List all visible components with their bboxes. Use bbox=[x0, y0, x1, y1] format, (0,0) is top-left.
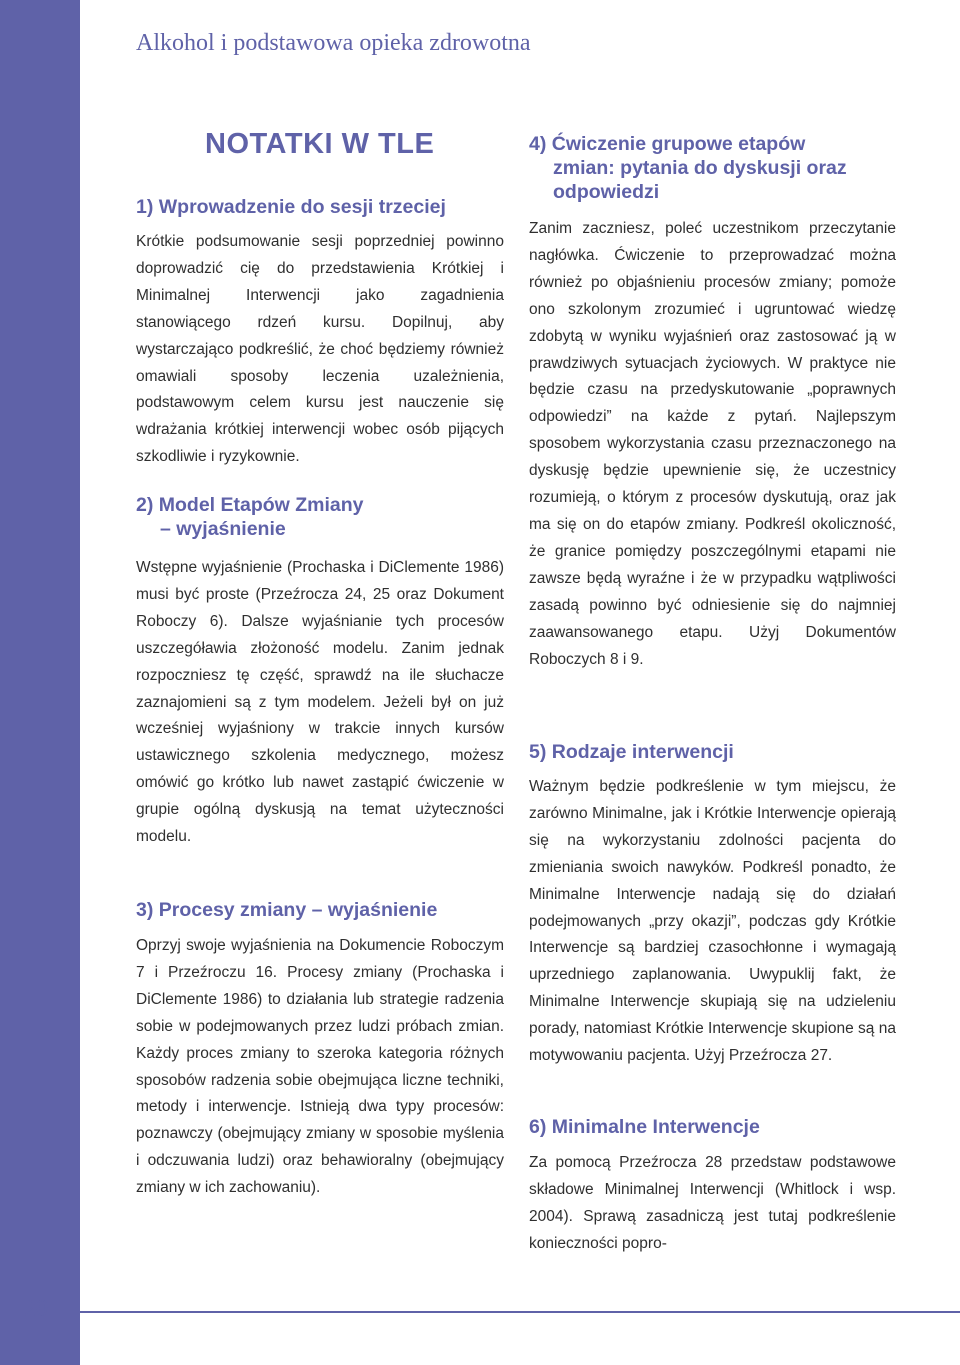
section-4-title-line3: odpowiedzi bbox=[553, 181, 660, 203]
page-heading: NOTATKI W TLE bbox=[205, 128, 435, 160]
left-color-band bbox=[0, 0, 80, 1365]
section-2-title-line1: 2) Model Etapów Zmiany bbox=[136, 494, 364, 516]
section-2-title bbox=[136, 493, 504, 541]
running-header-title: Alkohol i podstawowa opieka zdrowotna bbox=[136, 30, 531, 56]
section-4-title bbox=[529, 132, 896, 204]
page-number: 20 bbox=[24, 1296, 48, 1322]
section-3-text: Oprzyj swoje wyjaśnienia na Dokumencie Roboczym 7 i Przeźroczu 16. Procesy zmiany (Prochaska i DiClemente 1986) to działania lub strategie radzenia sobie w podejmowanych przez ludzi próbach zmian. Każdy proces zmiany to szeroka kategoria różnych sposobów radzenia sobie obejmująca liczne techniki, metody i interwencje. Istnieją dwa typy procesów: poznawczy (obejmujący zmiany w sposobie myślenia i odczuwania ludzi) oraz behawioralny (obejmujący zmiany w ich zachowaniu). bbox=[136, 937, 504, 1197]
section-1-text: Krótkie podsumowanie sesji poprzedniej powinno doprowadzić cię do przedstawienia Krótkiej i Minimalnej Interwencji jako zagadnienia stanowiącego rdzeń kursu. Dopilnuj, aby wystarczająco podkreślić, że choć będziemy również omawiali sposoby leczenia uzależnienia, podstawowym celem kursu jest nauczenie się wdrażania krótkiej interwencji wobec osób pijących szkodliwie i ryzykownie. bbox=[136, 233, 504, 466]
section-6-title: 6) Minimalne Interwencje bbox=[529, 1116, 760, 1138]
page-number-rule-bottom bbox=[0, 1322, 18, 1324]
section-6-text: Za pomocą Przeźrocza 28 przedstaw podstawowe składowe Minimalnej Interwencji (Whitlock i wsp. 2004). Sprawą zasadniczą jest tutaj podkreślenie konieczności popro- bbox=[529, 1154, 896, 1252]
section-4-title-line1: 4) Ćwiczenie grupowe etapów bbox=[529, 133, 806, 155]
section-2-text: Wstępne wyjaśnienie (Prochaska i DiClemente 1986) musi być proste (Przeźrocza 24, 25 oraz Dokument Roboczy 6). Dalsze wyjaśnianie tych procesów uszczegóławia złożoność modelu. Zanim jednak rozpoczniesz tę część, sprawdź na ile słuchacze zaznajomieni są z tym modelem. Jeżeli był on już wcześniej wyjaśniony w trakcie innych kursów ustawicznego szkolenia medycznego, możesz omówić go krótko lub nawet zastąpić ćwiczenie w grupie ogólną dyskusją na temat użyteczności modelu. bbox=[136, 559, 504, 846]
section-4-text: Zanim zaczniesz, poleć uczestnikom przeczytanie nagłówka. Ćwiczenie to przeprowadzać można również po objaśnieniu procesów zmiany; pomoże ono szkolonym zrozumieć i ugruntować wiedzę zdobytą w wyniku wyjaśnień oraz zastosować ją w prawdziwych sytuacjach życiowych. W praktyce nie będzie czasu na przedyskutowanie „poprawnych odpowiedzi” na każde z pytań. Najlepszym sposobem wykorzystania czasu przeznaczonego na dyskusję będzie upewnienie się, że uczestnicy rozumieją, o którym z procesów dyskutują, oraz jak ma się on do etapów zmiany. Podkreśl okoliczność, że granice pomiędzy poszczególnymi etapami nie zawsze będą wyraźne i że w przypadku wątpliwości zasadą powinno być odniesienie się do najmniej zaawansowanego etapu. Użyj Dokumentów Roboczych 8 i 9. bbox=[529, 220, 896, 668]
section-3-title: 3) Procesy zmiany – wyjaśnienie bbox=[136, 899, 438, 921]
page-number-rule-top bbox=[0, 1300, 18, 1302]
section-1-title: 1) Wprowadzenie do sesji trzeciej bbox=[136, 196, 446, 218]
section-5-title: 5) Rodzaje interwencji bbox=[529, 741, 734, 763]
section-5-text: Ważnym będzie podkreślenie w tym miejscu, że zarówno Minimalne, jak i Krótkie Interwencje opierają się na wykorzystaniu zdolności pacjenta do zmieniania swoich nawyków. Podkreśl ponadto, że Minimalne Interwencje nadają się do działań podejmowanych „przy okazji”, podczas gdy Krótkie Interwencje są bardziej czasochłonne i wymagają uprzedniego zaplanowania. Uwypuklij fakt, że Minimalne Interwencje skupiają się na udzieleniu porady, natomiast Krótkie Interwencje skupione są na motywowaniu pacjenta. Użyj Przeźrocza 27. bbox=[529, 778, 896, 1065]
footer-rule bbox=[62, 1311, 960, 1313]
section-2-title-line2: – wyjaśnienie bbox=[160, 518, 286, 540]
section-4-title-line2: zmian: pytania do dyskusji oraz bbox=[553, 157, 847, 179]
